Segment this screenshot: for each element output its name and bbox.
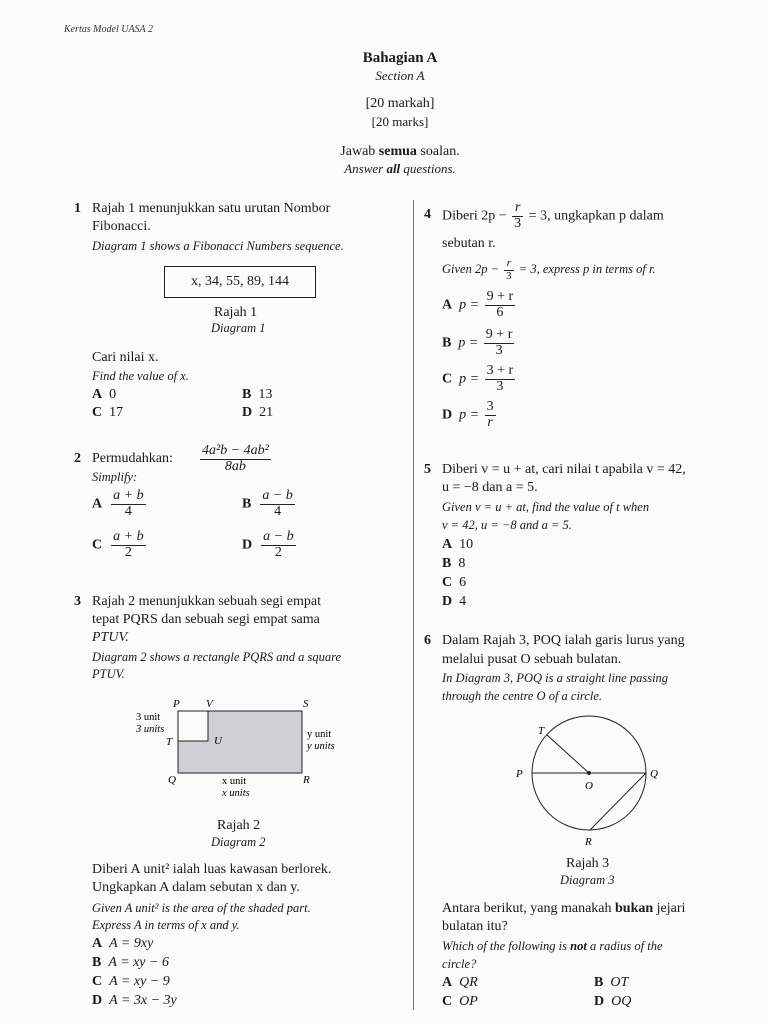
q6-label-p: P xyxy=(516,768,523,780)
instruction-ms: Jawab semua soalan. xyxy=(340,144,460,159)
q3-label-t: T xyxy=(166,736,173,748)
q6-diagram-label: Rajah 3 xyxy=(566,856,610,871)
q5-option-a[interactable]: A 10 xyxy=(442,537,474,552)
q4-text-ms-2: sebutan r. xyxy=(442,236,496,251)
section-title-ms: Bahagian A xyxy=(362,50,438,66)
q3-x-label-ms: x unit xyxy=(222,776,247,787)
q6-text-ms-2: melalui pusat O sebuah bulatan. xyxy=(442,652,622,667)
q3-label-q: Q xyxy=(168,774,176,786)
q6-ask-ms-2: bulatan itu? xyxy=(442,919,508,934)
q5-text-en-1: Given v = u + at, find the value of t when xyxy=(442,500,650,514)
q6-number: 6 xyxy=(424,633,431,648)
column-divider xyxy=(413,200,414,1010)
q3-square-ptuv xyxy=(178,711,208,741)
q6-label-o: O xyxy=(585,780,593,792)
q3-number: 3 xyxy=(74,594,81,609)
q2-text-ms: Permudahkan: xyxy=(92,451,173,466)
q1-ask-ms: Cari nilai x. xyxy=(92,350,159,365)
q3-label-s: S xyxy=(303,698,309,710)
q3-diagram xyxy=(120,695,360,805)
q3-given-en-1: Given A unit² is the area of the shaded part. xyxy=(92,901,311,915)
q5-option-b[interactable]: B 8 xyxy=(442,556,466,571)
q6-ask-en: Which of the following is not a radius of the xyxy=(442,939,663,953)
q3-y-label-ms: y unit xyxy=(307,729,332,740)
q3-diagram-label-en: Diagram 2 xyxy=(211,835,266,849)
q3-option-b[interactable]: B A = xy − 6 xyxy=(92,955,169,970)
q1-text-ms-2: Fibonacci. xyxy=(92,219,151,234)
q3-label-v: V xyxy=(206,698,213,710)
q1-option-d[interactable]: D 21 xyxy=(242,405,274,420)
q5-text-ms-1: Diberi v = u + at, cari nilai t apabila v = 42, xyxy=(442,462,686,477)
q6-line-qr xyxy=(590,773,646,830)
q1-sequence-box: x, 34, 55, 89, 144 xyxy=(164,266,316,298)
q6-text-en-2: through the centre O of a circle. xyxy=(442,689,603,703)
q3-given-ms-1: Diberi A unit² ialah luas kawasan berlorek. xyxy=(92,862,332,877)
q4-number: 4 xyxy=(424,207,431,222)
q3-diagram-label: Rajah 2 xyxy=(217,818,261,833)
q6-option-b[interactable]: B OT xyxy=(594,975,629,990)
q1-text-ms: Rajah 1 menunjukkan satu urutan Nombor xyxy=(92,201,331,216)
q3-x-label-en: x units xyxy=(222,788,250,799)
section-title-en: Section A xyxy=(375,68,425,83)
q3-option-a[interactable]: A A = 9xy xyxy=(92,936,154,951)
q6-label-t: T xyxy=(538,725,545,737)
marks-en: [20 marks] xyxy=(371,114,429,129)
q3-given-ms-2: Ungkapkan A dalam sebutan x dan y. xyxy=(92,880,300,895)
q3-label-p: P xyxy=(173,698,180,710)
q6-option-d[interactable]: D OQ xyxy=(594,994,632,1009)
q2-option-c[interactable]: C $\frac{a + b}{2}$ xyxy=(92,529,144,560)
q4-text-en: Given 2p − $\frac{r}{3}$ = 3, express p in terms of r. xyxy=(442,257,656,282)
q5-option-d[interactable]: D 4 xyxy=(442,594,467,609)
q2-option-d[interactable]: D $\frac{a - b}{2}$ xyxy=(242,529,294,560)
q1-text-en: Diagram 1 shows a Fibonacci Numbers sequence. xyxy=(92,239,344,253)
q2-option-b[interactable]: B $\frac{a - b}{4}$ xyxy=(242,488,293,519)
q2-number: 2 xyxy=(74,451,81,466)
instruction-en: Answer all questions. xyxy=(344,161,456,176)
q6-line-ot xyxy=(547,735,589,773)
q6-ask-ms: Antara berikut, yang manakah bukan jejari xyxy=(442,901,686,916)
q1-option-b[interactable]: B 13 xyxy=(242,387,273,402)
marks-ms: [20 markah] xyxy=(365,96,435,111)
q3-option-d[interactable]: D A = 3x − 3y xyxy=(92,993,177,1008)
q3-text-en-1: Diagram 2 shows a rectangle PQRS and a square xyxy=(92,650,342,664)
header-note: Kertas Model UASA 2 xyxy=(64,24,153,35)
q6-label-r: R xyxy=(585,836,592,848)
q1-number: 1 xyxy=(74,201,81,216)
q3-text-ms-3: PTUV. xyxy=(92,630,129,645)
q4-option-b[interactable]: B p = $\frac{9 + r}{3}$ xyxy=(442,327,513,358)
q3-text-ms-2: tepat PQRS dan sebuah segi empat sama xyxy=(92,612,320,627)
q1-option-a[interactable]: A 0 xyxy=(92,387,117,402)
q3-label-r: R xyxy=(303,774,310,786)
q3-text-ms-1: Rajah 2 menunjukkan sebuah segi empat xyxy=(92,594,321,609)
q5-number: 5 xyxy=(424,462,431,477)
q6-option-a[interactable]: A QR xyxy=(442,975,478,990)
q3-side-label-ms: 3 unit xyxy=(136,712,161,723)
q6-ask-en-2: circle? xyxy=(442,957,477,971)
q6-label-q: Q xyxy=(650,768,658,780)
q6-text-ms-1: Dalam Rajah 3, POQ ialah garis lurus yang xyxy=(442,633,685,648)
q1-ask-en: Find the value of x. xyxy=(92,369,189,383)
q4-text-ms: Diberi 2p − $\frac{r}{3}$ = 3, ungkapkan p dalam xyxy=(442,200,664,231)
q2-expression: $\frac{\text{4a²b − 4ab²}}{8ab}$ xyxy=(202,443,269,474)
q3-text-en-2: PTUV. xyxy=(92,667,125,681)
q3-y-label-en: y units xyxy=(307,741,335,752)
q6-option-c[interactable]: C OP xyxy=(442,994,478,1009)
q6-text-en-1: In Diagram 3, POQ is a straight line passing xyxy=(442,671,669,685)
q1-diagram-label: Rajah 1 xyxy=(214,305,258,320)
q4-option-d[interactable]: D p = $\frac{3}{r}$ xyxy=(442,399,494,430)
q5-option-c[interactable]: C 6 xyxy=(442,575,467,590)
q3-given-en-2: Express A in terms of x and y. xyxy=(92,918,240,932)
q4-option-c[interactable]: C p = $\frac{3 + r}{3}$ xyxy=(442,363,514,394)
q3-side-label-en: 3 units xyxy=(136,724,165,735)
q6-centre-point xyxy=(587,771,591,775)
q5-text-ms-2: u = −8 dan a = 5. xyxy=(442,480,538,495)
q2-option-a[interactable]: A $\frac{a + b}{4}$ xyxy=(92,488,144,519)
q5-text-en-2: v = 42, u = −8 and a = 5. xyxy=(442,518,572,532)
q2-text-en: Simplify: xyxy=(92,470,138,484)
q4-option-a[interactable]: A p = $\frac{9 + r}{6}$ xyxy=(442,289,514,320)
q1-diagram-label-en: Diagram 1 xyxy=(211,321,266,335)
q3-option-c[interactable]: C A = xy − 9 xyxy=(92,974,170,989)
q6-circle-diagram xyxy=(505,715,675,850)
q1-option-c[interactable]: C 17 xyxy=(92,405,124,420)
q3-label-u: U xyxy=(214,735,222,747)
q6-diagram-label-en: Diagram 3 xyxy=(560,873,615,887)
